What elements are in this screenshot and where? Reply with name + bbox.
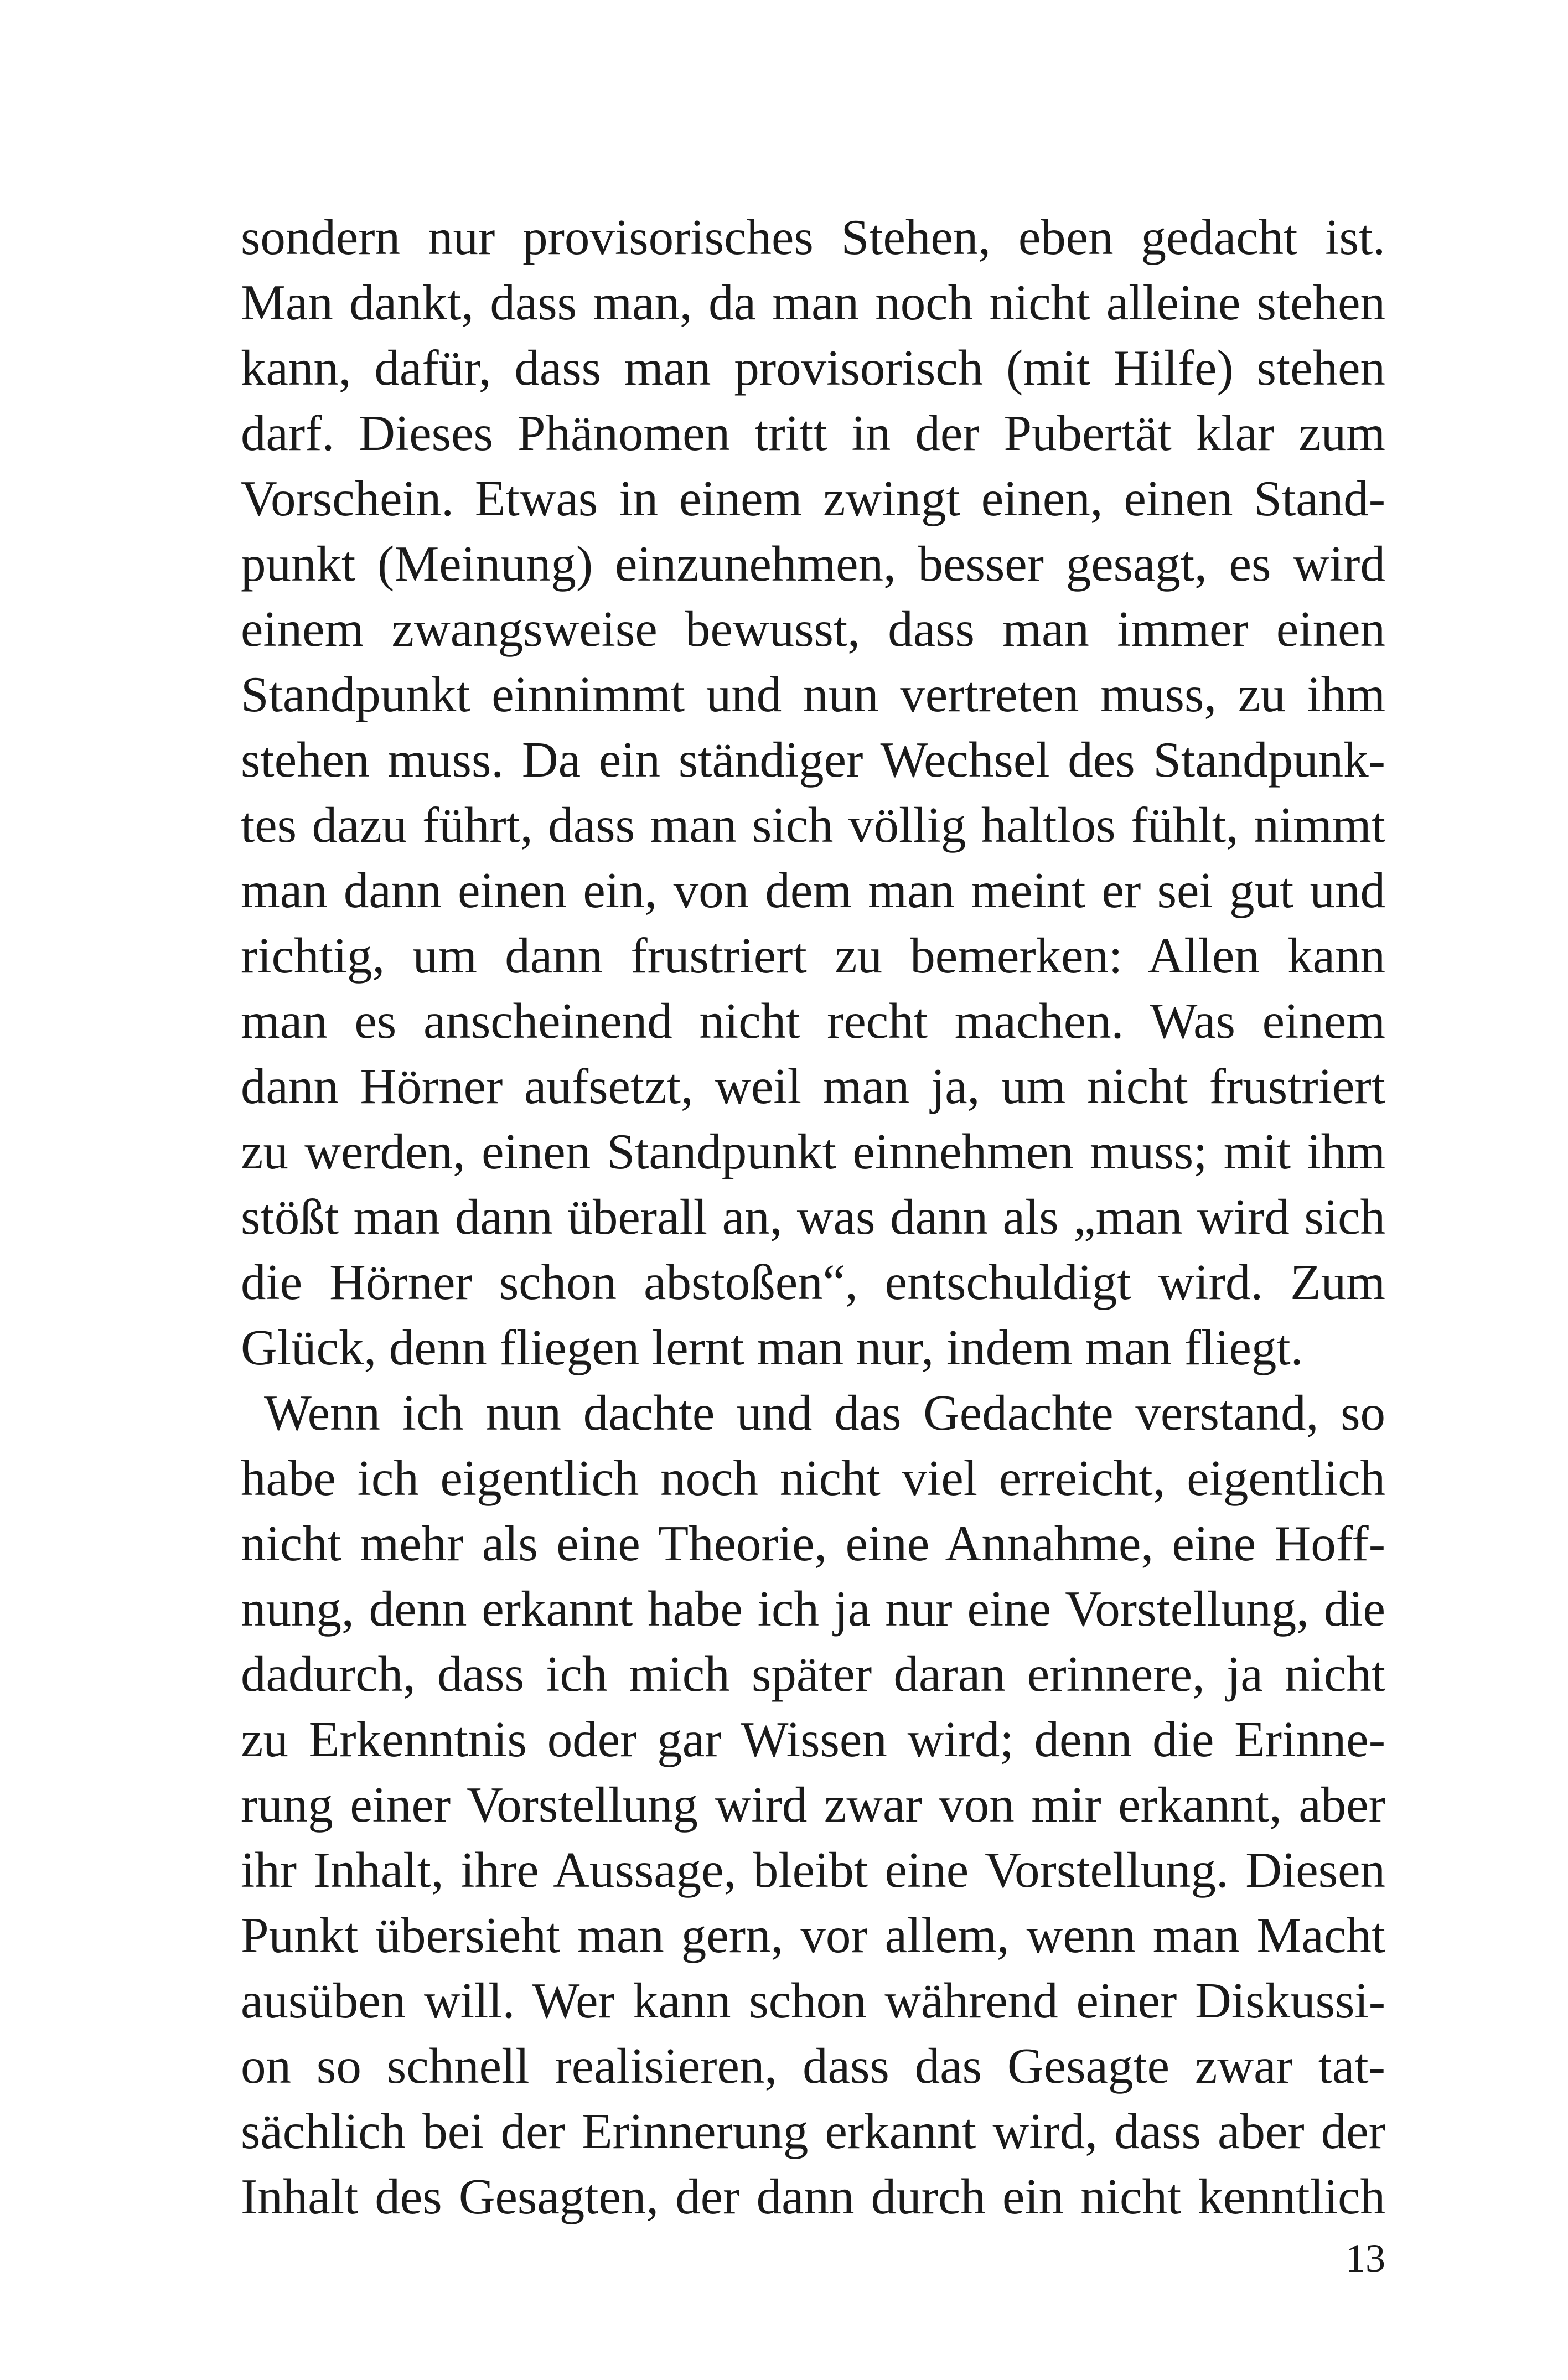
text-line: Vorschein. Etwas in einem zwingt einen, einen Stand-: [241, 470, 1385, 526]
paragraph-2: [241, 1380, 1385, 2229]
text-line: tes dazu führt, dass man sich völlig haltlos fühlt, nimmt: [241, 797, 1385, 853]
text-line: rung einer Vorstellung wird zwar von mir erkannt, aber: [241, 1777, 1385, 1833]
text-line: Inhalt des Gesagten, der dann durch ein nicht kenntlich: [241, 2169, 1385, 2224]
text-line: habe ich eigentlich noch nicht viel erreicht, eigentlich: [241, 1450, 1385, 1506]
text-line: Man dankt, dass man, da man noch nicht alleine stehen: [241, 275, 1385, 330]
text-line: ihr Inhalt, ihre Aussage, bleibt eine Vorstellung. Diesen: [241, 1842, 1385, 1898]
page-number: 13: [1346, 2236, 1385, 2280]
text-line: nung, denn erkannt habe ich ja nur eine Vorstellung, die: [241, 1581, 1385, 1637]
text-line: zu Erkenntnis oder gar Wissen wird; denn die Erinne-: [241, 1711, 1385, 1767]
text-line: zu werden, einen Standpunkt einnehmen muss; mit ihm: [241, 1124, 1385, 1179]
text-line: dann Hörner aufsetzt, weil man ja, um nicht frustriert: [241, 1058, 1385, 1114]
text-line: Wenn ich nun dachte und das Gedachte verstand, so: [264, 1385, 1385, 1441]
paragraph-1: [241, 205, 1385, 1380]
text-line: richtig, um dann frustriert zu bemerken: Allen kann: [241, 928, 1385, 984]
text-line: sächlich bei der Erinnerung erkannt wird, dass aber der: [241, 2103, 1385, 2159]
text-line: stößt man dann überall an, was dann als „man wird sich: [241, 1189, 1385, 1245]
text-line: man es anscheinend nicht recht machen. Was einem: [241, 993, 1385, 1049]
text-line: Punkt übersieht man gern, vor allem, wenn man Macht: [241, 1907, 1385, 1963]
text-line: darf. Dieses Phänomen tritt in der Pubertät klar zum: [241, 405, 1385, 461]
text-line: on so schnell realisieren, dass das Gesagte zwar tat-: [241, 2038, 1385, 2094]
text-line: stehen muss. Da ein ständiger Wechsel des Standpunk-: [241, 732, 1385, 788]
text-line: die Hörner schon abstoßen“, entschuldigt wird. Zum: [241, 1254, 1385, 1310]
text-line: dadurch, dass ich mich später daran erinnere, ja nicht: [241, 1646, 1385, 1702]
text-line: sondern nur provisorisches Stehen, eben gedacht ist.: [241, 209, 1385, 265]
text-line: punkt (Meinung) einzunehmen, besser gesagt, es wird: [241, 536, 1385, 592]
text-line: einem zwangsweise bewusst, dass man immer einen: [241, 601, 1385, 657]
text-line: ausüben will. Wer kann schon während einer Diskussi-: [241, 1973, 1385, 2029]
text-line: Glück, denn fliegen lernt man nur, indem man fliegt.: [241, 1320, 1303, 1375]
text-line: nicht mehr als eine Theorie, eine Annahme, eine Hoff-: [241, 1515, 1385, 1571]
text-line: Standpunkt einnimmt und nun vertreten muss, zu ihm: [241, 666, 1385, 722]
text-line: kann, dafür, dass man provisorisch (mit Hilfe) stehen: [241, 340, 1385, 396]
body-text: [241, 205, 1385, 2229]
text-line: man dann einen ein, von dem man meint er sei gut und: [241, 862, 1385, 918]
